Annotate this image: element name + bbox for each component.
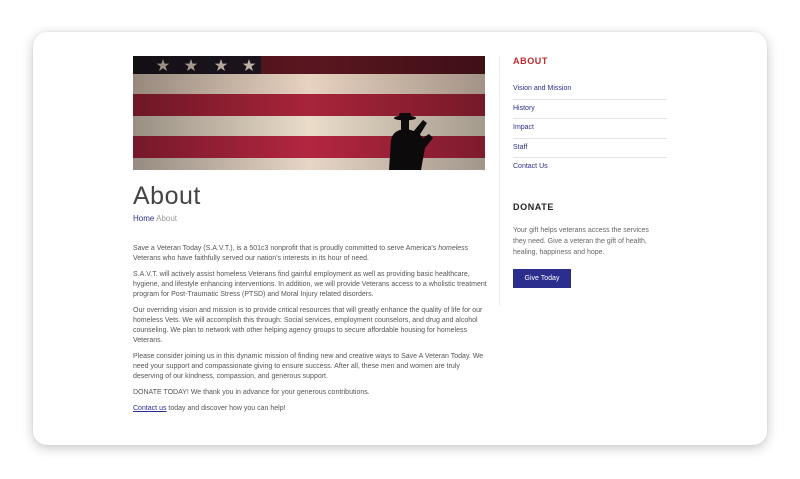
about-body <box>133 244 487 420</box>
emphasis-homeless: homeless <box>438 245 469 252</box>
donate-description: Your gift helps veterans access the services they need. Give a veteran the gift of health, healing, happiness and hope. <box>513 227 649 256</box>
sidebar <box>513 56 667 177</box>
paragraph-contact: Contact us today and discover how you can help! <box>133 405 286 412</box>
page-title: About <box>133 182 201 210</box>
paragraph-join: Please consider joining us in this dynamic mission of finding new and creative ways to Save A Veteran Today. We need your support and compassionate giving to ensure success. After all, these men and women are truly deserving of our kindness, compassion, and generous support. <box>133 353 484 380</box>
sidebar-item-impact[interactable]: Impact <box>513 119 667 139</box>
paragraph-vision: Our overriding vision and mission is to provide critical resources that will greatly enhance the quality of life for our homeless Vets. We will accomplish this through: Social services, employment counselors, and drug and alcohol counseling. We plan to network with other helping agency groups to secure affordable housing for homeless Veterans. <box>133 307 483 344</box>
sidebar-item-vision-and-mission[interactable]: Vision and Mission <box>513 80 667 100</box>
sidebar-donate-heading: DONATE <box>513 202 554 212</box>
give-today-button[interactable]: Give Today <box>513 269 571 288</box>
contact-us-link[interactable]: Contact us <box>133 405 167 412</box>
sidebar-item-contact-us[interactable]: Contact Us <box>513 163 548 170</box>
sidebar-divider <box>499 56 500 306</box>
content-card <box>33 32 767 445</box>
sidebar-nav <box>513 80 667 177</box>
breadcrumb-current: About <box>156 214 178 223</box>
paragraph-intro: Save a Veteran Today (S.A.V.T.), is a 501c3 nonprofit that is proudly committed to serve America's homeless Veterans who have faithfully served our nation's interests in its hour of need. <box>133 245 469 262</box>
breadcrumb-home-link[interactable]: Home <box>133 214 155 223</box>
hero-image-flag-salute <box>133 56 485 170</box>
paragraph-donate: DONATE TODAY! We thank you in advance for your generous contributions. <box>133 389 370 396</box>
sidebar-item-history[interactable]: History <box>513 100 667 120</box>
sidebar-item-staff[interactable]: Staff <box>513 139 667 159</box>
breadcrumb <box>133 214 177 223</box>
sidebar-about-heading: ABOUT <box>513 56 548 66</box>
paragraph-services: S.A.V.T. will actively assist homeless Veterans find gainful employment as well as providing basic healthcare, hygiene, and lifestyle enhancing interventions. In addition, we will provide Veterans access to a wholistic treatment program for Post-Traumatic Stress (PTSD) and Moral Injury related disorders. <box>133 271 487 298</box>
